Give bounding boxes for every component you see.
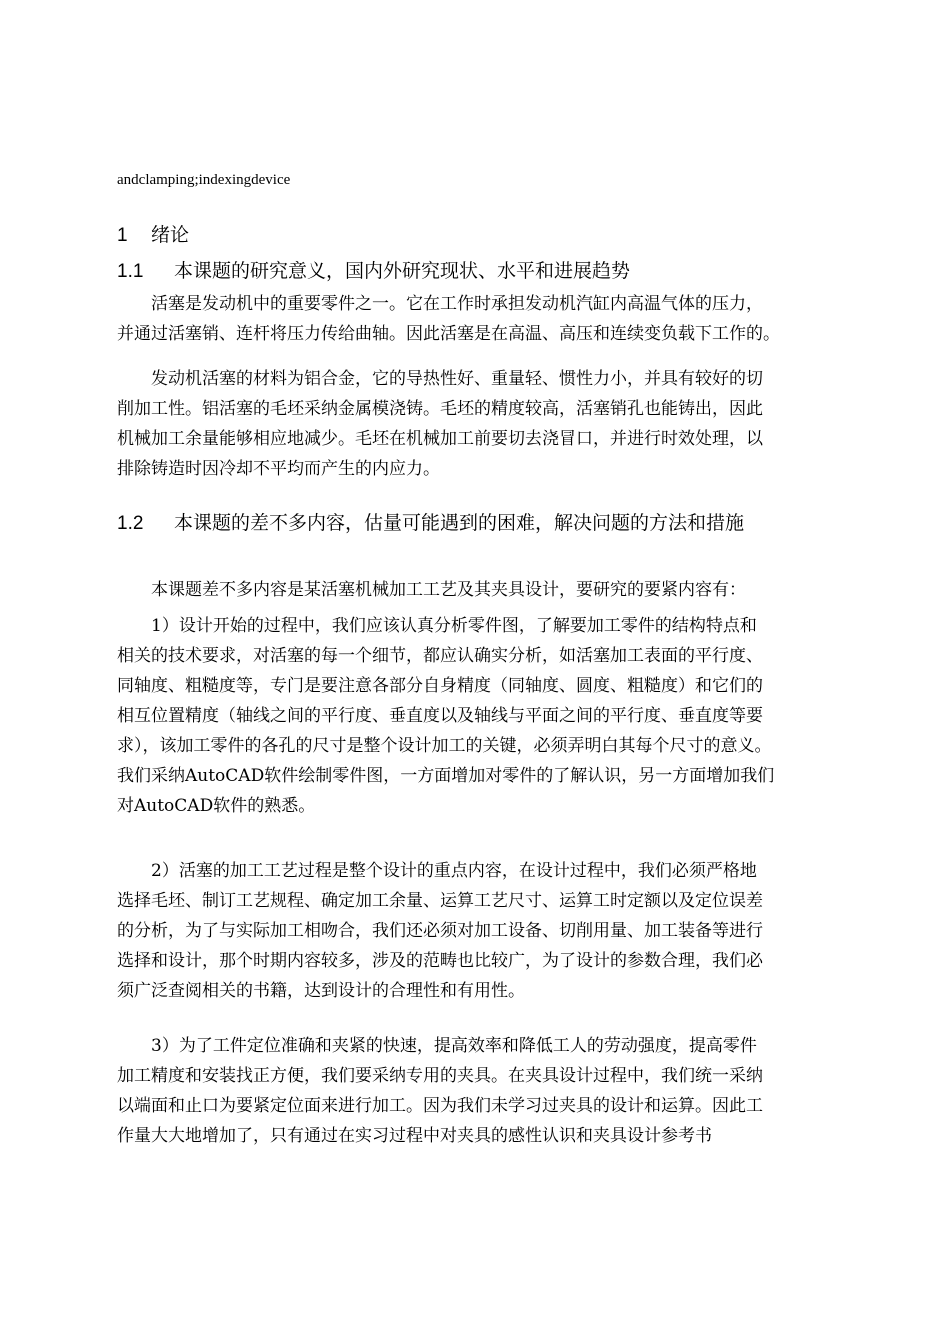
section-heading-1 — [117, 221, 189, 250]
section-number: 1.2 — [117, 513, 144, 534]
section-heading-1-2 — [117, 506, 857, 541]
body-paragraph: 本课题差不多内容是某活塞机械加工工艺及其夹具设计，要研究的要紧内容有： — [151, 580, 746, 600]
body-paragraph: 1）设计开始的过程中，我们应该认真分析零件图，了解要加工零件的结构特点和 相关的技术要求，对活塞的每一个细节，都应认确实分析，如活塞加工表面的平行度、 同轴度、粗糙度等，专门是要注意各部分自身精度（同轴度、圆度、粗糙度）和它们的 相互位置精度（轴线之间的平行度、垂直度以及轴线与平面之间的平行度、垂直度等要 求），该加工零件的各孔的尺寸是整个设计加工的关键，必须弄明白其每个尺寸的意义。 我们采纳AutoCAD软件绘制零件图，一方面增加对零件的了解认识，另一方面增加我们 对AutoCAD软件的熟悉。 — [117, 616, 775, 816]
section-heading-1-1 — [117, 257, 630, 286]
section-number: 1 — [117, 225, 128, 246]
section-title: 本课题的研究意义，国内外研究现状、水平和进展趋势 — [174, 260, 631, 282]
body-paragraph: 2）活塞的加工工艺过程是整个设计的重点内容，在设计过程中，我们必须严格地 选择毛坯、制订工艺规程、确定加工余量、运算工艺尺寸、运算工时定额以及定位误差 的分析，为了与实际加工相吻合，我们还必须对加工设备、切削用量、加工装备等进行 选择和设计，那个时期内容较多，涉及的范畴也比较广，为了设计的参数合理，我们必 须广泛查阅相关的书籍，达到设计的合理性和有用性。 — [117, 861, 763, 1001]
body-paragraph: 发动机活塞的材料为铝合金，它的导热性好、重量轻、惯性力小，并具有较好的切 削加工性。铝活塞的毛坯采纳金属模浇铸。毛坯的精度较高，活塞销孔也能铸出，因此 机械加工余量能够相应地减少。毛坯在机械加工前要切去浇冒口，并进行时效处理，以 排除铸造时因冷却不平均而产生的内应力。 — [117, 369, 763, 479]
section-title: 绪论 — [151, 224, 190, 246]
body-paragraph: 活塞是发动机中的重要零件之一。它在工作时承担发动机汽缸内高温气体的压力， 并通过活塞销、连杆将压力传给曲轴。因此活塞是在高温、高压和连续变负载下工作的。 — [117, 294, 780, 344]
keyword-text: andclamping;indexingdevice — [117, 172, 291, 188]
body-paragraph: 3）为了工件定位准确和夹紧的快速，提高效率和降低工人的劳动强度，提高零件 加工精度和安装找正方便，我们要采纳专用的夹具。在夹具设计过程中，我们统一采纳 以端面和止口为要紧定位面来进行加工。因为我们未学习过夹具的设计和运算。因此工 作量大大地增加了，只有通过在实习过程中对夹具的感性认识和夹具设计参考书 — [117, 1036, 763, 1146]
section-title: 本课题的差不多内容，估量可能遇到的困难，解决问题的方法和措施 — [174, 512, 745, 534]
section-number: 1.1 — [117, 261, 144, 282]
